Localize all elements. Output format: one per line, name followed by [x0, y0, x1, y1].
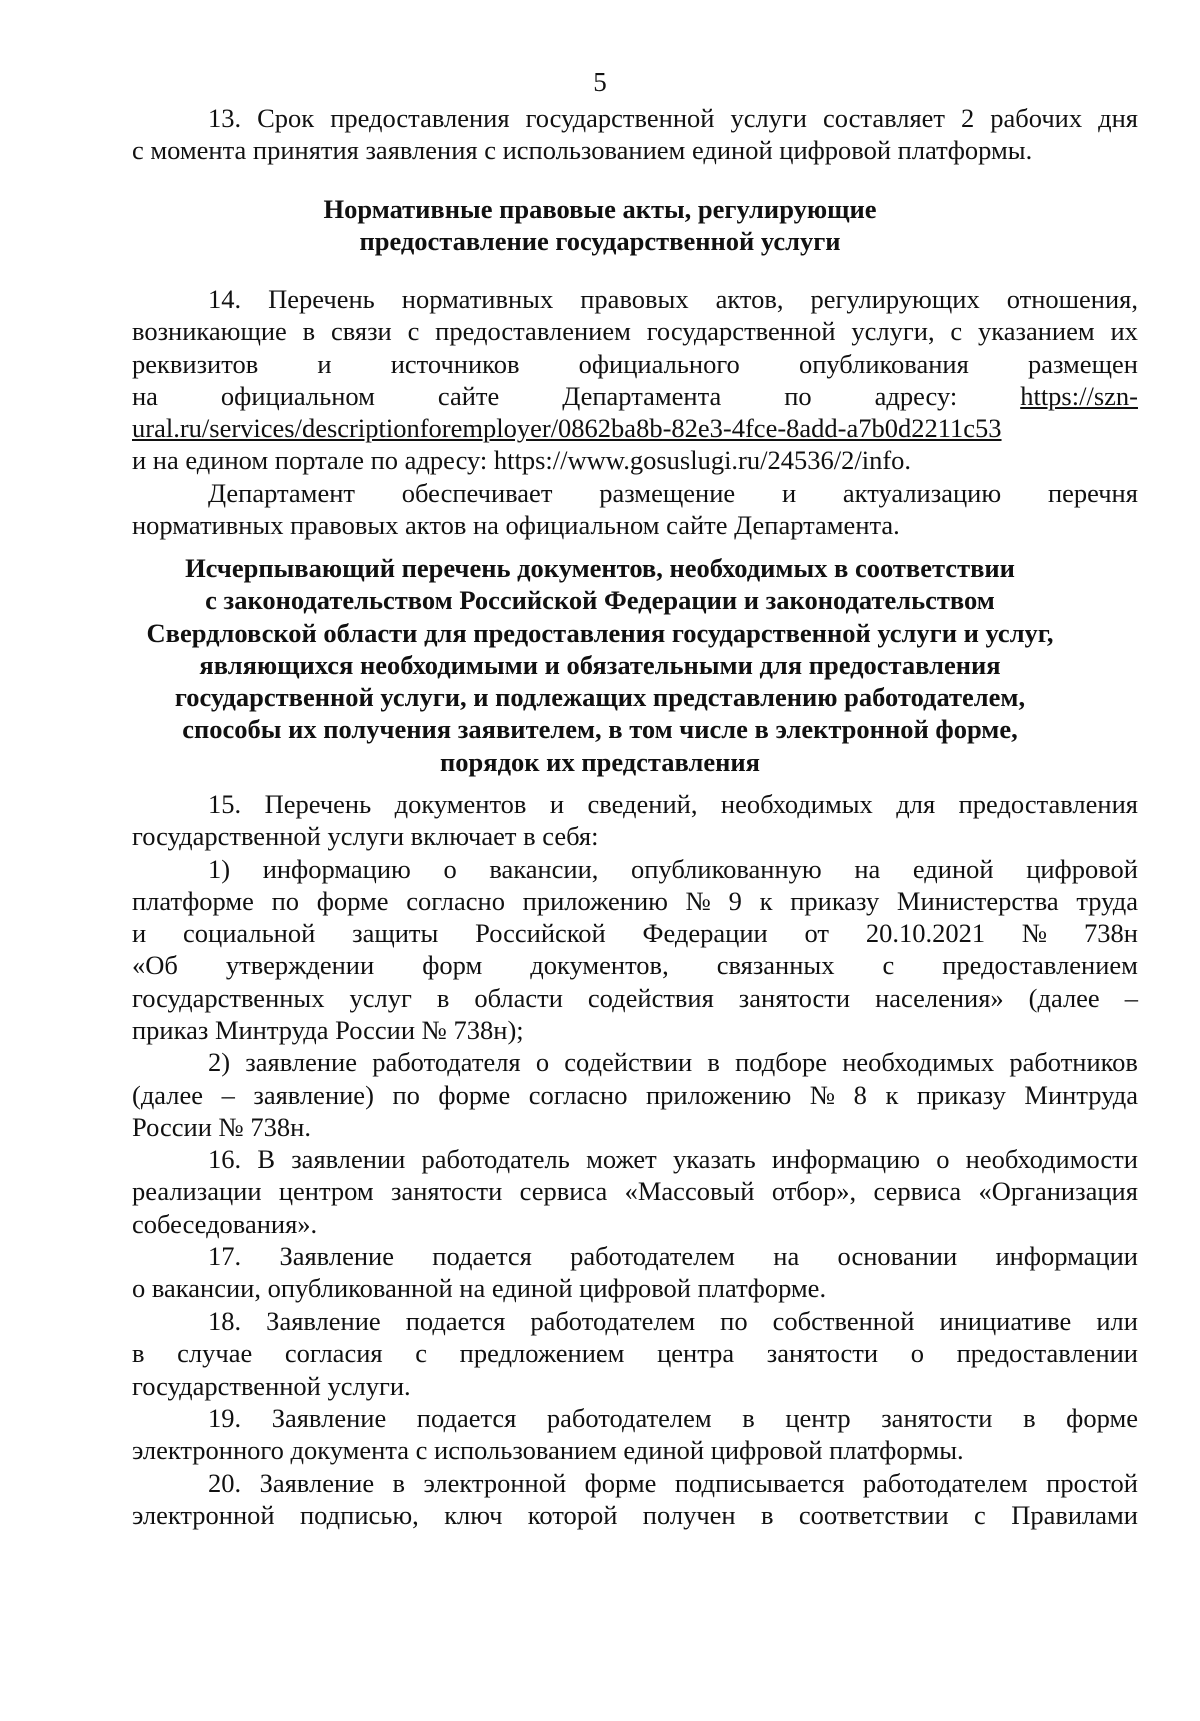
- word: документов: [394, 789, 527, 819]
- word: правовых: [580, 284, 689, 314]
- word: Срок: [257, 103, 315, 133]
- word: информации: [995, 1241, 1138, 1271]
- word: занятости: [738, 982, 851, 1013]
- word: и: [317, 348, 332, 379]
- word: 2: [961, 103, 975, 133]
- word: заявлении: [291, 1144, 406, 1174]
- word: центр: [785, 1403, 851, 1433]
- word: и: [549, 789, 565, 819]
- word: единой: [912, 853, 994, 884]
- word: отношения,: [1006, 284, 1138, 314]
- word: 17.: [208, 1241, 242, 1271]
- word: 738н: [1083, 918, 1138, 949]
- word: по: [720, 1306, 748, 1336]
- word: реализации: [132, 1176, 262, 1207]
- word: размещен: [1027, 348, 1138, 379]
- word: вакансии,: [489, 853, 599, 884]
- word: адресу:: [874, 380, 958, 411]
- text-line: [0, 917, 1200, 949]
- text-line: [0, 477, 1200, 509]
- word: форме: [584, 1468, 657, 1498]
- word: получен: [642, 1500, 736, 1531]
- text-line: и на едином портале по адресу: https://www.gosuslugi.ru/24536/2/info.: [132, 445, 912, 476]
- department-link-text[interactable]: ural.ru/services/descriptionforemployer/0862ba8b-82e3-4fce-8add-a7b0d2211c53: [132, 413, 1002, 444]
- word: Правилами: [1011, 1500, 1138, 1531]
- word: 2): [208, 1047, 231, 1078]
- text-line: [0, 315, 1200, 347]
- word: Министерства: [896, 885, 1059, 916]
- paragraph-15: [0, 788, 1200, 1143]
- word: которой: [527, 1500, 618, 1531]
- word: платформе: [132, 885, 254, 916]
- word: к: [759, 885, 773, 916]
- word: приложению: [646, 1079, 792, 1110]
- text-line: [0, 1499, 1200, 1531]
- word: документов,: [530, 950, 669, 981]
- word: занятости: [766, 1338, 879, 1369]
- word: 20.: [208, 1468, 242, 1498]
- word: «Массовый: [624, 1176, 755, 1207]
- text-line: [0, 1240, 1200, 1272]
- text-line: России № 738н.: [132, 1111, 311, 1142]
- word: №: [809, 1079, 836, 1110]
- paragraph-13: [0, 102, 1200, 167]
- heading-line: предоставление государственной услуги: [359, 226, 841, 257]
- word: –: [221, 1079, 235, 1110]
- word: В: [257, 1144, 276, 1174]
- word: может: [586, 1144, 657, 1174]
- word: работодателем: [570, 1241, 735, 1271]
- word: в: [742, 1403, 755, 1433]
- word: 14.: [208, 284, 242, 314]
- heading-line: являющихся необходимыми и обязательными для предоставления: [199, 649, 1001, 680]
- word: их: [1110, 316, 1138, 347]
- word: Заявление: [279, 1241, 394, 1271]
- word: соответствии: [798, 1500, 949, 1531]
- word: информацию: [771, 1144, 921, 1174]
- word: работодателя: [372, 1047, 521, 1078]
- word: необходимых: [720, 789, 873, 819]
- word: указанием: [978, 316, 1095, 347]
- word: опубликованную: [631, 853, 822, 884]
- word: сервиса: [519, 1176, 608, 1207]
- word: о: [936, 1144, 950, 1174]
- text-line: о вакансии, опубликованной на единой цифровой платформе.: [132, 1273, 827, 1304]
- word: на: [773, 1241, 800, 1271]
- text-line: [0, 1402, 1200, 1434]
- text-line: электронного документа с использованием единой цифровой платформы.: [132, 1435, 964, 1466]
- word: услуги: [730, 103, 807, 133]
- word: №: [685, 885, 711, 916]
- word: Заявление: [259, 1468, 375, 1498]
- text-line: нормативных правовых актов на официальном сайте Департамента.: [132, 510, 900, 541]
- text-line: [0, 853, 1200, 885]
- word: занятости: [881, 1403, 993, 1433]
- word: услуг: [349, 982, 412, 1013]
- paragraph-14-continuation: [0, 477, 1200, 542]
- word: труда: [1076, 885, 1138, 916]
- heading-line: с законодательством Российской Федерации и законодательством: [205, 585, 995, 616]
- word: на: [854, 853, 881, 884]
- word: предоставления: [330, 103, 510, 133]
- word: приказу: [916, 1079, 1006, 1110]
- word: в: [132, 1338, 145, 1369]
- department-link[interactable]: [0, 412, 1200, 444]
- word: (далее: [132, 1079, 204, 1110]
- word: Департамент: [208, 478, 355, 508]
- word: подписывается: [674, 1468, 845, 1498]
- word: в: [707, 1047, 720, 1078]
- text-line: [0, 380, 1200, 412]
- word: составляет: [822, 103, 946, 133]
- word: связанных: [716, 950, 835, 981]
- text-line: [0, 283, 1200, 315]
- word: подписью,: [300, 1500, 419, 1531]
- word: простой: [1046, 1468, 1138, 1498]
- text-line: [0, 949, 1200, 981]
- word: согласно: [528, 1079, 628, 1110]
- word: реквизитов: [132, 348, 259, 379]
- word: (далее: [1028, 982, 1100, 1013]
- word: Заявление: [271, 1403, 387, 1433]
- word: в: [761, 1500, 774, 1531]
- department-link-text[interactable]: https://szn-: [1020, 380, 1138, 411]
- heading-line: государственной услуги, и подлежащих представлению работодателем,: [174, 682, 1026, 713]
- text-line: [0, 885, 1200, 917]
- text-line: [0, 348, 1200, 380]
- word: на: [132, 380, 158, 411]
- word: официальном: [220, 380, 375, 411]
- word: государственных: [132, 982, 325, 1013]
- word: подается: [416, 1403, 517, 1433]
- word: о: [443, 853, 457, 884]
- word: центром: [278, 1176, 374, 1207]
- word: Перечень: [268, 284, 375, 314]
- text-line: государственной услуги.: [132, 1370, 411, 1401]
- word: предложением: [459, 1338, 625, 1369]
- text-line: [0, 1143, 1200, 1175]
- word: нормативных: [401, 284, 554, 314]
- word: о: [535, 1047, 550, 1078]
- word: 19.: [208, 1403, 242, 1433]
- word: сервиса: [873, 1176, 962, 1207]
- word: необходимых: [842, 1047, 995, 1078]
- word: приказу: [790, 885, 880, 916]
- word: защиты: [352, 918, 439, 949]
- word: и: [781, 478, 797, 508]
- word: в: [436, 982, 450, 1013]
- word: актов,: [715, 284, 784, 314]
- heading-line: способы их получения заявителем, в том числе в электронной форме,: [182, 714, 1018, 745]
- text-line: [0, 1337, 1200, 1369]
- word: «Организация: [978, 1176, 1138, 1207]
- word: 16.: [208, 1144, 242, 1174]
- word: дня: [1098, 103, 1138, 133]
- word: предоставлением: [435, 316, 631, 347]
- text-line: [0, 1079, 1200, 1111]
- word: форм: [422, 950, 483, 981]
- word: источников: [390, 348, 520, 379]
- word: населения»: [875, 982, 1004, 1013]
- word: работников: [1009, 1047, 1138, 1078]
- word: 20.10.2021: [865, 918, 986, 949]
- word: ключ: [444, 1500, 503, 1531]
- word: регулирующих: [810, 284, 980, 314]
- text-line: [0, 102, 1200, 134]
- word: №: [1021, 918, 1048, 949]
- paragraph-17: [0, 1240, 1200, 1305]
- word: Перечень: [264, 789, 372, 819]
- word: «Об: [132, 950, 178, 981]
- text-line: [0, 982, 1200, 1014]
- text-line: [0, 788, 1200, 820]
- text-line: [0, 1175, 1200, 1207]
- text-line: [0, 1305, 1200, 1337]
- word: связи: [330, 316, 392, 347]
- word: услуги,: [851, 316, 935, 347]
- text-line: приказ Минтруда России № 738н);: [132, 1015, 524, 1046]
- word: социальной: [183, 918, 316, 949]
- word: содействии: [564, 1047, 693, 1078]
- word: Заявление: [266, 1306, 381, 1336]
- word: форме: [1066, 1403, 1138, 1433]
- word: необходимости: [965, 1144, 1138, 1174]
- word: занятости: [391, 1176, 503, 1207]
- word: области: [474, 982, 563, 1013]
- word: с: [974, 1500, 986, 1531]
- word: в: [392, 1468, 406, 1498]
- word: перечня: [1047, 478, 1138, 508]
- word: предоставления: [958, 789, 1138, 819]
- word: к: [885, 1079, 899, 1110]
- word: 8: [853, 1079, 867, 1110]
- word: случае: [177, 1338, 253, 1369]
- paragraph-18: [0, 1305, 1200, 1402]
- word: государственной: [525, 103, 715, 133]
- word: официального: [578, 348, 740, 379]
- word: приложению: [522, 885, 668, 916]
- word: цифровой: [1026, 853, 1138, 884]
- text-line: государственной услуги включает в себя:: [132, 821, 599, 852]
- section-heading-legal-acts: [0, 193, 1200, 258]
- heading-line: Исчерпывающий перечень документов, необходимых в соответствии: [185, 553, 1015, 583]
- word: рабочих: [990, 103, 1083, 133]
- word: с: [415, 1338, 427, 1369]
- word: указать: [672, 1144, 756, 1174]
- word: сведений,: [587, 789, 698, 819]
- page-number: 5: [593, 67, 607, 97]
- word: размещение: [599, 478, 736, 508]
- heading-line: Нормативные правовые акты, регулирующие: [323, 194, 877, 224]
- word: электронной: [423, 1468, 567, 1498]
- word: 13.: [208, 103, 242, 133]
- word: Минтруда: [1024, 1079, 1138, 1110]
- word: заявление: [245, 1047, 357, 1078]
- word: 9: [728, 885, 742, 916]
- word: по: [271, 885, 300, 916]
- word: и: [132, 918, 147, 949]
- word: Федерации: [642, 918, 768, 949]
- word: или: [1096, 1306, 1138, 1336]
- word: 18.: [208, 1306, 242, 1336]
- word: содействия: [587, 982, 714, 1013]
- word: с: [882, 950, 895, 981]
- section-heading-documents: [0, 552, 1200, 778]
- heading-line: Свердловской области для предоставления государственной услуги и услуг,: [146, 617, 1054, 648]
- word: электронной: [132, 1500, 275, 1531]
- word: Департамента: [562, 380, 722, 411]
- word: предоставлением: [942, 950, 1138, 981]
- word: подается: [405, 1306, 506, 1336]
- word: работодателем: [530, 1306, 696, 1336]
- text-line: [0, 1467, 1200, 1499]
- heading-line: порядок их представления: [440, 746, 760, 777]
- word: 15.: [208, 789, 242, 819]
- word: в: [302, 316, 316, 347]
- paragraph-19: [0, 1402, 1200, 1467]
- word: согласно: [406, 885, 505, 916]
- word: о: [910, 1338, 924, 1369]
- word: в: [1023, 1403, 1036, 1433]
- word: обеспечивает: [401, 478, 553, 508]
- word: центра: [657, 1338, 735, 1369]
- word: с: [407, 316, 420, 347]
- word: по: [784, 380, 812, 411]
- paragraph-20: [0, 1467, 1200, 1532]
- word: собственной: [772, 1306, 915, 1336]
- word: по: [392, 1079, 420, 1110]
- word: –: [1124, 982, 1138, 1013]
- paragraph-16: [0, 1143, 1200, 1240]
- word: актуализацию: [842, 478, 1002, 508]
- word: работодателем: [546, 1403, 712, 1433]
- word: основании: [837, 1241, 958, 1271]
- paragraph-14: [0, 283, 1200, 477]
- word: опубликования: [798, 348, 969, 379]
- word: от: [804, 918, 829, 949]
- word: инициативе: [939, 1306, 1072, 1336]
- word: подается: [432, 1241, 532, 1271]
- word: работодателем: [862, 1468, 1028, 1498]
- word: предоставлении: [956, 1338, 1138, 1369]
- word: работодатель: [421, 1144, 570, 1174]
- text-line: собеседования».: [132, 1208, 318, 1239]
- text-line: [0, 1046, 1200, 1078]
- word: подборе: [735, 1047, 828, 1078]
- word: согласия: [284, 1338, 383, 1369]
- word: для: [896, 789, 936, 819]
- word: утверждении: [225, 950, 375, 981]
- word: государственной: [646, 316, 836, 347]
- word: сайте: [437, 380, 500, 411]
- word: форме: [438, 1079, 511, 1110]
- text-line: с момента принятия заявления с использованием единой цифровой платформы.: [132, 135, 1033, 166]
- word: возникающие: [132, 316, 287, 347]
- word: заявление): [253, 1079, 374, 1110]
- word: 1): [208, 853, 231, 884]
- word: Российской: [475, 918, 606, 949]
- word: информацию: [262, 853, 411, 884]
- word: с: [950, 316, 963, 347]
- word: форме: [316, 885, 389, 916]
- word: отбор»,: [771, 1176, 857, 1207]
